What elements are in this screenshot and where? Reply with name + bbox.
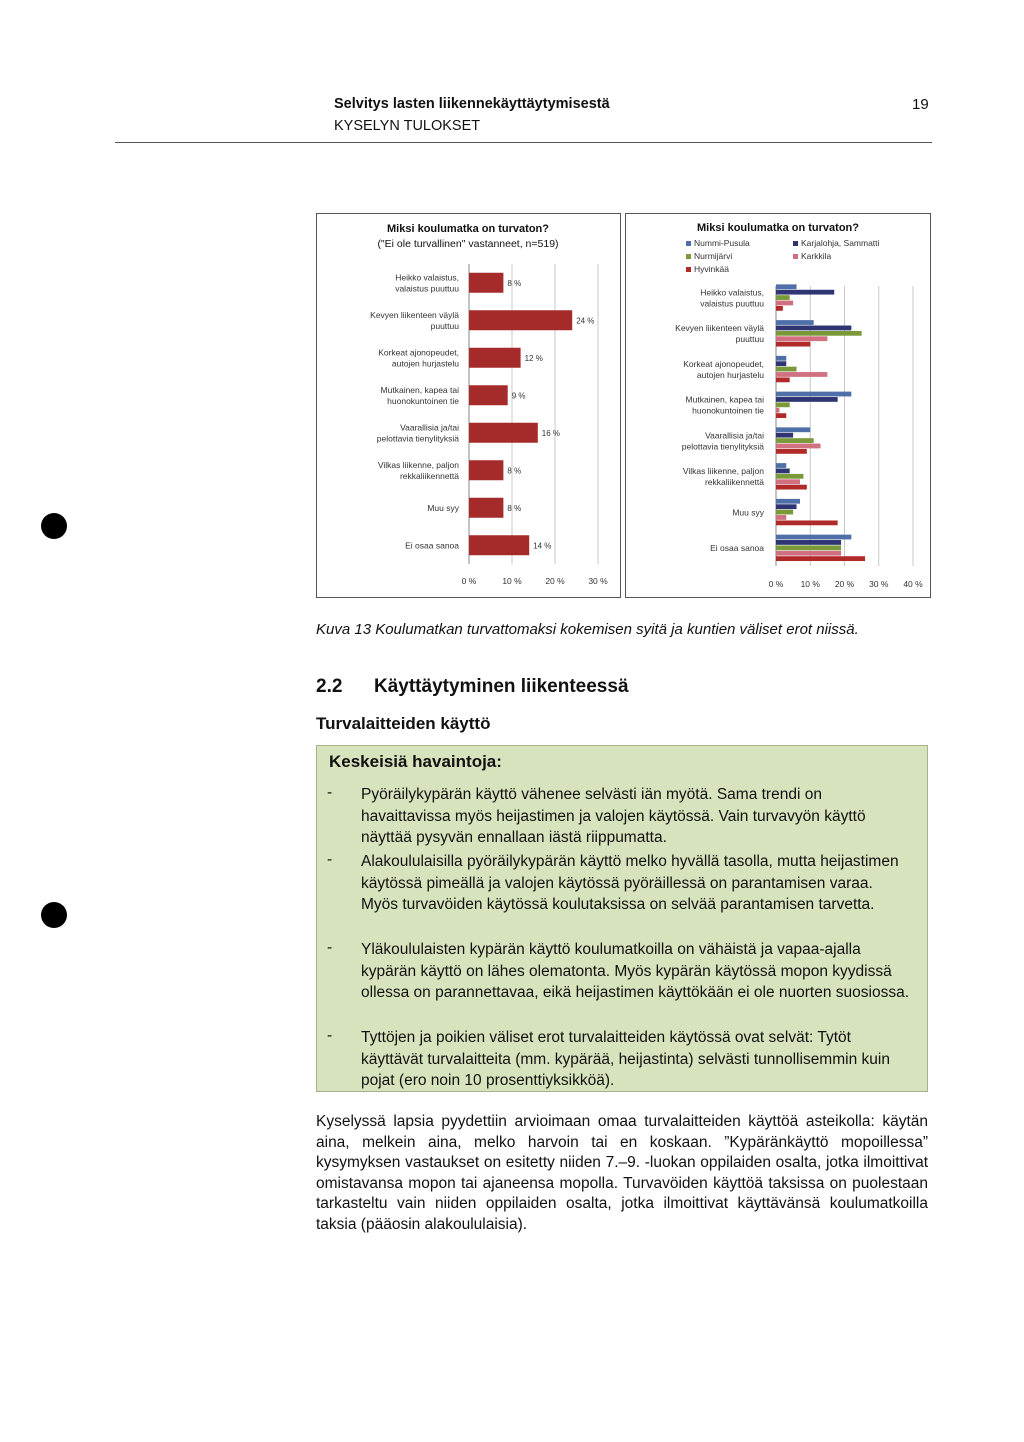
list-dash: -	[327, 851, 333, 868]
category-label: Vaarallisia ja/tai pelottavia tienylityksiä	[681, 430, 764, 452]
chart-overall-reasons	[316, 213, 621, 598]
bar	[776, 306, 783, 311]
bar	[776, 510, 793, 515]
legend-label: Nurmijärvi	[694, 251, 733, 261]
legend-swatch	[793, 241, 798, 246]
running-header-subtitle: KYSELYN TULOKSET	[334, 118, 481, 134]
bar	[776, 499, 800, 504]
bar	[776, 356, 786, 361]
data-label: 14 %	[533, 541, 552, 551]
x-tick-label: 30 %	[869, 579, 889, 589]
category-label: Mutkainen, kapea tai huonokuntoinen tie	[685, 394, 764, 416]
key-findings-title: Keskeisiä havaintoja:	[329, 752, 502, 771]
key-finding-text: Yläkoululaisten kypärän käyttö koulumatkoilla on vähäistä ja vapaa-ajalla kypärän käyttö on lähes olematonta. Myös kypärän käytössä mopon kyydissä ollessa on parannettavaa, eikä heijastimen käyttökään ei ole nuorten suosiossa.	[361, 941, 910, 1001]
legend-label: Karjalohja, Sammatti	[801, 238, 880, 248]
bar	[776, 545, 841, 550]
category-label: Kevyen liikenteen väylä puuttuu	[370, 309, 459, 331]
bar	[776, 402, 790, 407]
bar	[776, 485, 807, 490]
bar	[469, 535, 529, 555]
bar	[776, 520, 838, 525]
bar	[776, 474, 803, 479]
bar	[776, 504, 797, 509]
body-paragraph: Kyselyssä lapsia pyydettiin arvioimaan omaa turvalaitteiden käyttöä asteikolla: käytän aina, melkein aina, melko harvoin tai en koskaan. ”Kypäränkäyttö mopoillessa” kysymyksen vastaukset on esitetty niiden 7.–9. -luokan oppilaiden osalta, jotka ilmoittivat omistavansa mopon tai ajaneensa mopolla. Turvavöiden käyttöä taksissa on puolestaan tarkasteltu vain niiden oppilaiden osalta, jotka ilmoittivat käyttävänsä koulumatkoilla taksia (pääosin alakoululaisia).	[316, 1113, 928, 1233]
list-dash: -	[327, 784, 333, 801]
category-label: Kevyen liikenteen väylä puuttuu	[675, 323, 764, 345]
category-label: Korkeat ajonopeudet, autojen hurjastelu	[683, 358, 764, 380]
bar	[776, 377, 790, 382]
header-rule	[115, 142, 932, 143]
bar	[776, 397, 838, 402]
x-tick-label: 0 %	[461, 576, 477, 586]
bar	[776, 535, 851, 540]
data-label: 16 %	[541, 428, 561, 438]
data-label: 12 %	[524, 353, 543, 363]
category-label: Vilkas liikenne, paljon rekkaliikennettä	[682, 466, 764, 488]
bar	[776, 479, 800, 484]
category-label: Ei osaa sanoa	[405, 540, 459, 551]
bar	[776, 444, 821, 449]
x-tick-label: 0 %	[768, 579, 784, 589]
bar	[776, 463, 786, 468]
key-findings-box	[316, 745, 928, 1092]
x-tick-label: 20 %	[834, 579, 855, 589]
x-tick-label: 40 %	[903, 579, 923, 589]
bar	[776, 301, 793, 306]
legend-swatch	[686, 267, 691, 272]
legend-swatch	[686, 241, 691, 246]
x-tick-label: 10 %	[800, 579, 820, 589]
data-label: 24 %	[576, 316, 595, 326]
key-finding-text: Pyöräilykypärän käyttö vähenee selvästi iän myötä. Sama trendi on havaittavissa myös heijastimen ja valojen käytössä. Vain turvavyön käyttö näyttää pysyvän ennallaan iästä riippumatta.	[361, 786, 866, 846]
category-label: Muu syy	[732, 507, 764, 518]
bar	[776, 367, 797, 372]
x-tick-label: 10 %	[502, 576, 522, 586]
category-label: Heikko valaistus, valaistus puuttuu	[700, 287, 764, 309]
list-dash: -	[327, 939, 333, 956]
chart-municipality-svg	[626, 214, 930, 597]
bar	[776, 326, 851, 331]
bar	[776, 284, 797, 289]
x-tick-label: 30 %	[588, 576, 608, 586]
bar	[776, 449, 807, 454]
data-label: 8 %	[507, 466, 522, 476]
bar	[469, 348, 521, 368]
list-dash: -	[327, 1027, 333, 1044]
category-label: Ei osaa sanoa	[710, 543, 764, 554]
bar	[776, 408, 779, 413]
chart-subtitle: ("Ei ole turvallinen" vastanneet, n=519)	[377, 238, 559, 250]
bar	[776, 515, 786, 520]
section-title: Käyttäytyminen liikenteessä	[374, 676, 629, 697]
chart-title: Miksi koulumatka on turvaton?	[697, 222, 859, 234]
bar	[776, 469, 790, 474]
bar	[469, 385, 508, 405]
bar	[469, 310, 572, 330]
bar	[469, 498, 503, 518]
legend-label: Nummi-Pusula	[694, 238, 750, 248]
bar	[776, 320, 814, 325]
bar	[776, 336, 827, 341]
bar	[776, 290, 834, 295]
category-label: Mutkainen, kapea tai huonokuntoinen tie	[380, 384, 459, 406]
bar	[776, 438, 814, 443]
figure-caption: Kuva 13 Koulumatkan turvattomaksi kokemisen syitä ja kuntien väliset erot niissä.	[316, 621, 859, 638]
chart-title: Miksi koulumatka on turvaton?	[387, 223, 549, 235]
punch-hole-top	[41, 513, 67, 539]
category-label: Korkeat ajonopeudet, autojen hurjastelu	[378, 347, 459, 369]
punch-hole-bottom	[41, 902, 67, 928]
bar	[776, 361, 786, 366]
bar	[776, 342, 810, 347]
bar	[469, 423, 538, 443]
category-label: Muu syy	[427, 502, 459, 513]
bar	[469, 273, 503, 293]
chart-overall-svg	[317, 214, 620, 597]
category-label: Vaarallisia ja/tai pelottavia tienylityksiä	[376, 422, 459, 444]
bar	[776, 413, 786, 418]
legend-label: Hyvinkää	[694, 264, 729, 274]
legend-swatch	[793, 254, 798, 259]
data-label: 9 %	[511, 391, 526, 401]
bar	[776, 551, 841, 556]
bar	[776, 392, 851, 397]
category-label: Vilkas liikenne, paljon rekkaliikennettä	[377, 459, 459, 481]
bar	[776, 331, 862, 336]
subsection-title: Turvalaitteiden käyttö	[316, 714, 491, 733]
data-label: 8 %	[507, 503, 522, 513]
section-number: 2.2	[316, 676, 343, 697]
bar	[776, 372, 827, 377]
bar	[776, 427, 810, 432]
bar	[469, 460, 503, 480]
bar	[776, 540, 841, 545]
bar	[776, 433, 793, 438]
data-label: 8 %	[507, 278, 522, 288]
category-label: Heikko valaistus, valaistus puuttuu	[395, 272, 459, 294]
bar	[776, 556, 865, 561]
x-tick-label: 20 %	[545, 576, 565, 586]
legend-swatch	[686, 254, 691, 259]
page-number: 19	[912, 96, 929, 113]
running-header-title: Selvitys lasten liikennekäyttäytymisestä	[334, 96, 610, 112]
bar	[776, 295, 790, 300]
chart-reasons-by-municipality	[625, 213, 931, 598]
key-finding-text: Tyttöjen ja poikien väliset erot turvalaitteiden käytössä ovat selvät: Tytöt käyttävät turvalaitteita (mm. kypärää, heijastinta) selvästi tunnollisemmin kuin pojat (ero noin 10 prosenttiyksikköä).	[361, 1029, 890, 1089]
key-finding-text: Alakoululaisilla pyöräilykypärän käyttö melko hyvällä tasolla, mutta heijastimen käytössä pimeällä ja valojen käytössä pyöräillessä on parantamisen varaa. Myös turvavöiden käytössä koulutaksissa on selvää parantamisen tarvetta.	[361, 853, 899, 913]
legend-label: Karkkila	[801, 251, 832, 261]
